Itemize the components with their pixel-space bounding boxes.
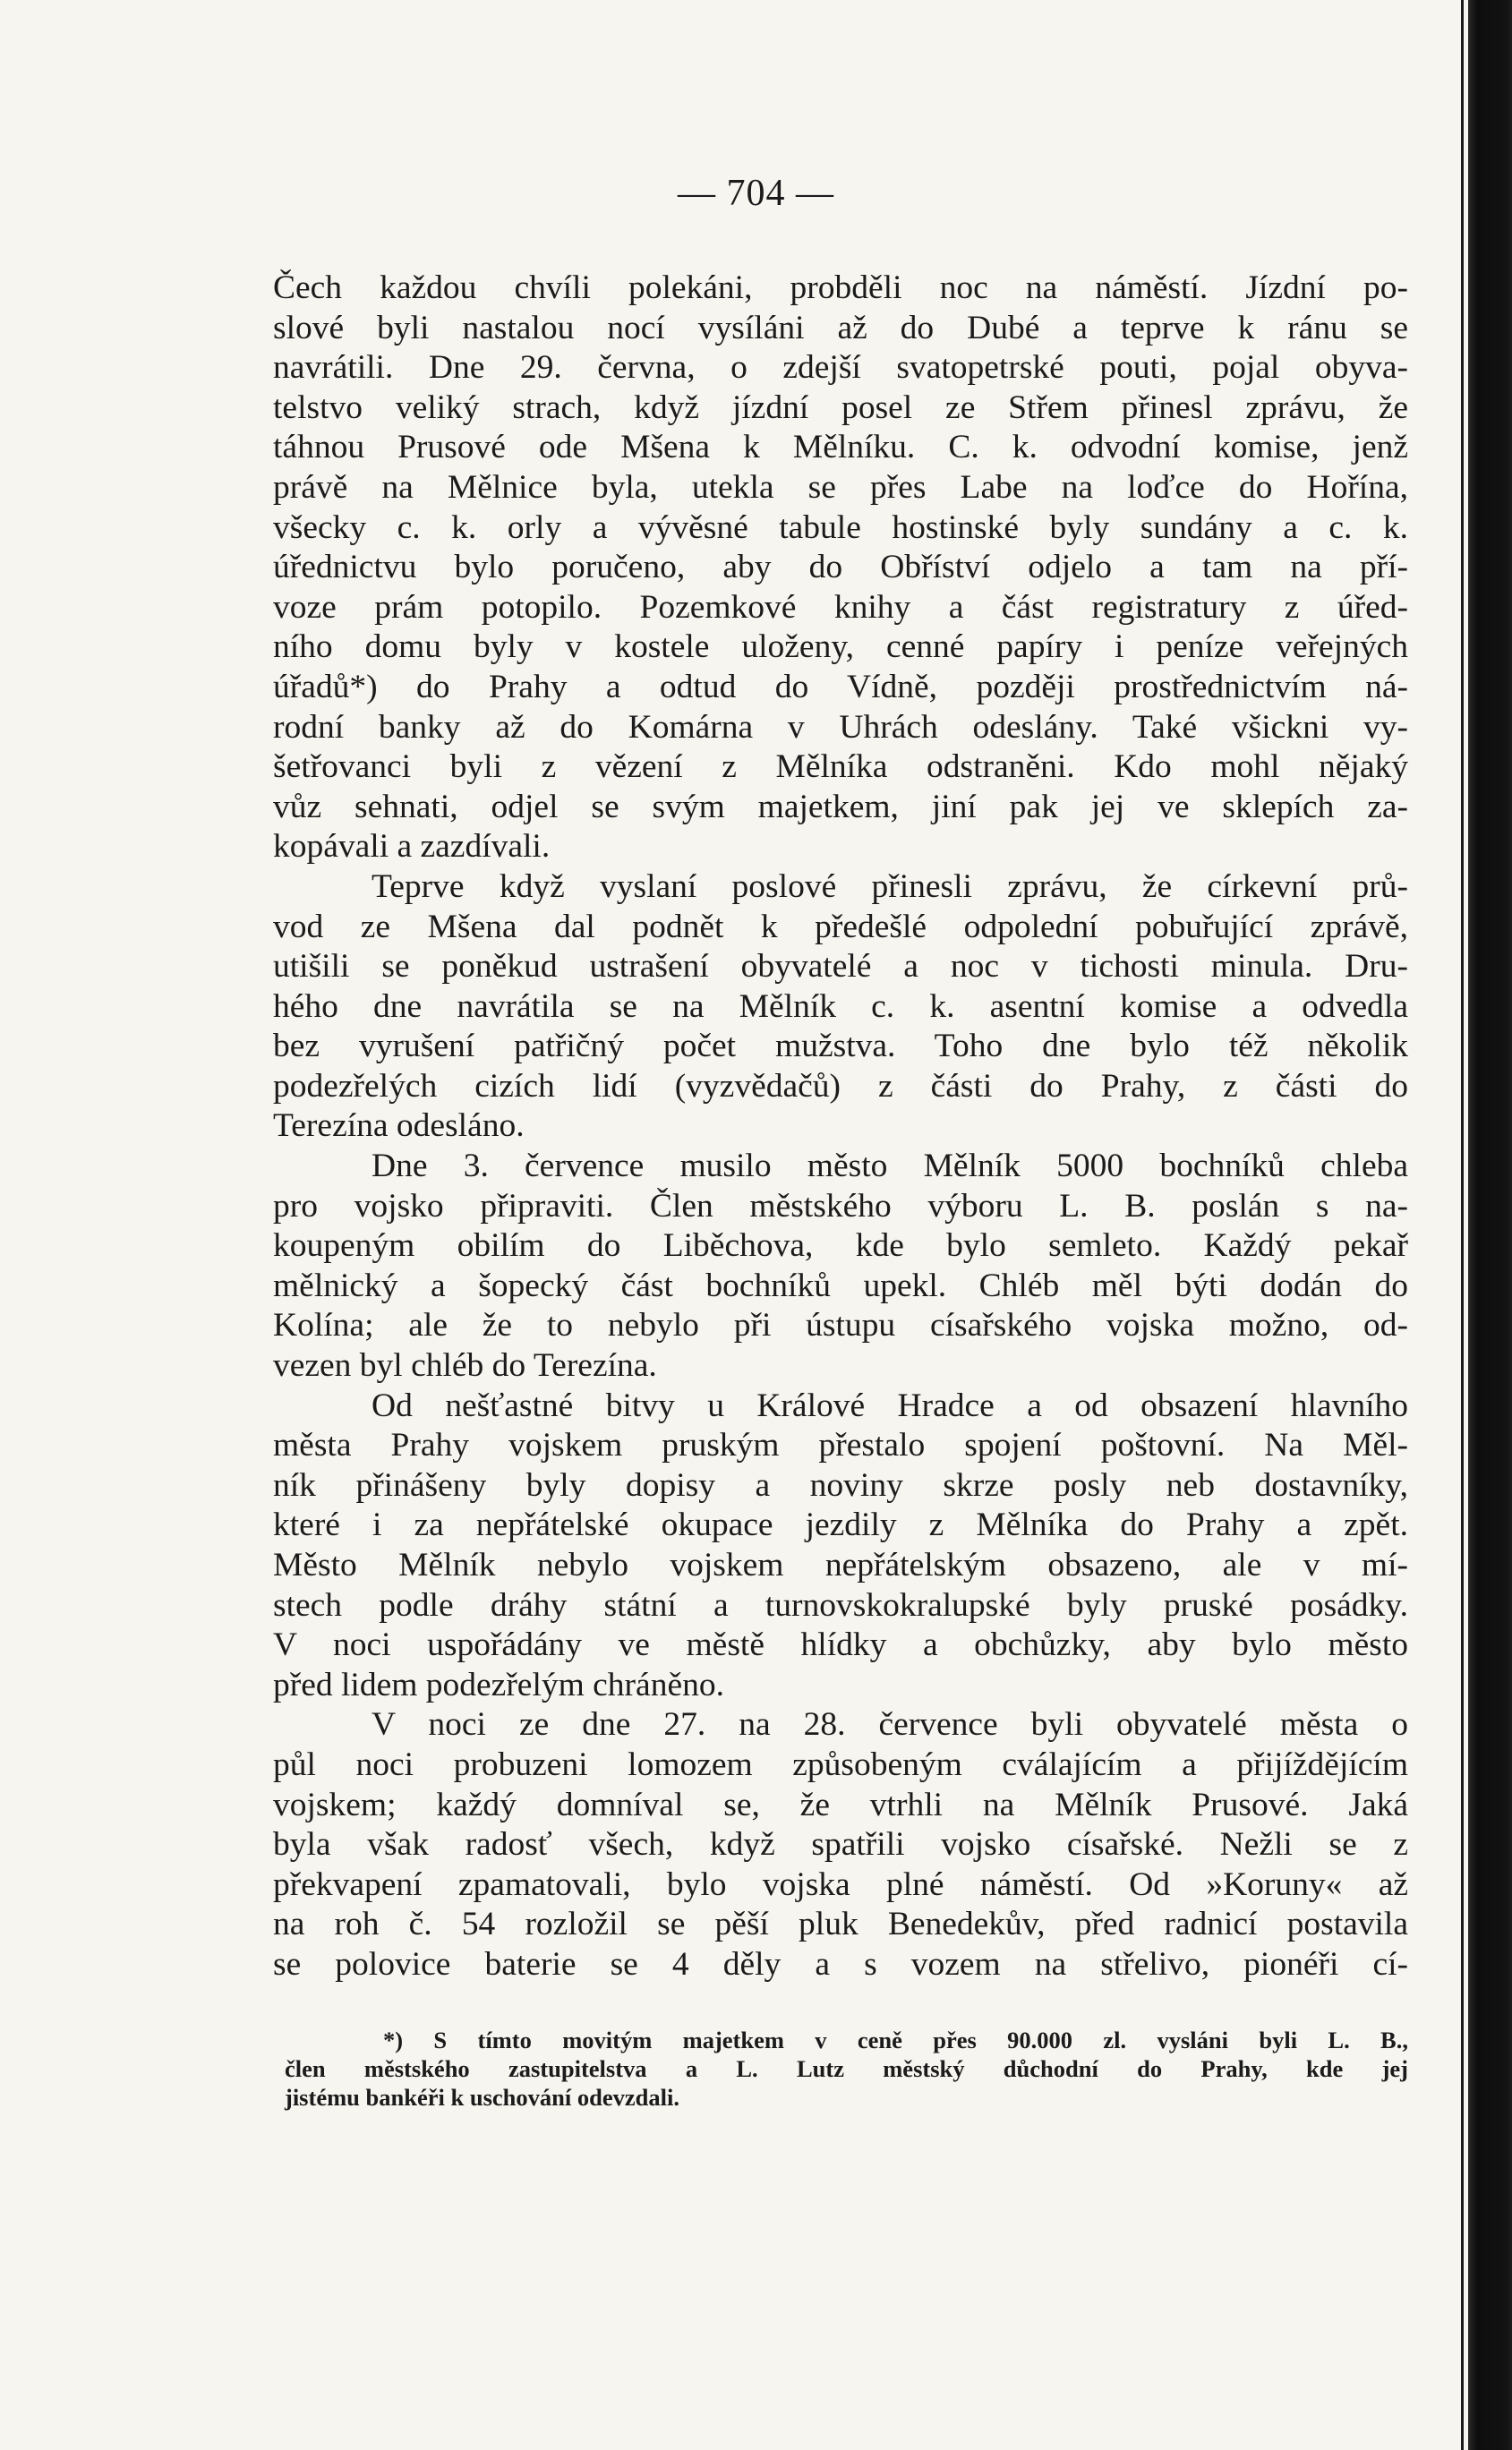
text-line: vojskem; každý domníval se, že vtrhli na Mělník Prusové. Jaká bbox=[273, 1786, 1408, 1823]
text-line: utišili se poněkud ustrašení obyvatelé a noc v tichosti minula. Dru- bbox=[273, 948, 1408, 986]
text-line: šetřovanci byli z vězení z Mělníka odstraněni. Kdo mohl nějaký bbox=[273, 748, 1408, 786]
text-line: ník přinášeny byly dopisy a noviny skrze posly neb dostavníky, bbox=[273, 1466, 1408, 1504]
text-line: podezřelých cizích lidí (vyzvědačů) z části do Prahy, z části do bbox=[273, 1067, 1408, 1105]
text-line: slové byli nastalou nocí vysíláni až do Dubé a teprve k ránu se bbox=[273, 309, 1408, 346]
text-line: hého dne navrátila se na Mělník c. k. asentní komise a odvedla bbox=[273, 987, 1408, 1025]
text-line: na roh č. 54 rozložil se pěší pluk Benedekův, před radnicí postavila bbox=[273, 1906, 1408, 1943]
text-line: půl noci probuzeni lomozem způsobeným cválajícím a přijíždějícím bbox=[273, 1746, 1408, 1783]
text-line: které i za nepřátelské okupace jezdily z Mělníka do Prahy a zpět. bbox=[273, 1507, 1408, 1544]
text-line: rodní banky až do Komárna v Uhrách odeslány. Také všickni vy- bbox=[273, 708, 1408, 746]
paragraph-1 bbox=[273, 269, 1408, 867]
text-line: Od nešťastné bitvy u Králové Hradce a od obsazení hlavního bbox=[372, 1387, 1408, 1424]
page-edge-line bbox=[1461, 0, 1464, 2450]
text-line: města Prahy vojskem pruským přestalo spojení poštovní. Na Měl- bbox=[273, 1427, 1408, 1464]
text-line: stech podle dráhy státní a turnovskokralupské byly pruské posádky. bbox=[273, 1586, 1408, 1624]
text-line: Terezína odesláno. bbox=[273, 1107, 525, 1145]
text-line: se polovice baterie se 4 děly a s vozem na střelivo, pionéři cí- bbox=[273, 1945, 1408, 1983]
text-line: koupeným obilím do Liběchova, kde bylo semleto. Každý pekař bbox=[273, 1227, 1408, 1265]
text-line: V noci uspořádány ve městě hlídky a obchůzky, aby bylo město bbox=[273, 1626, 1408, 1664]
text-line: pro vojsko připraviti. Člen městského výboru L. B. poslán s na- bbox=[273, 1187, 1408, 1225]
paragraph-3 bbox=[273, 1147, 1408, 1387]
text-line: před lidem podezřelým chráněno. bbox=[273, 1666, 724, 1703]
text-line: táhnou Prusové ode Mšena k Mělníku. C. k. odvodní komise, jenž bbox=[273, 429, 1408, 466]
text-line: Kolína; ale že to nebylo při ústupu císařského vojska možno, od- bbox=[273, 1307, 1408, 1345]
footnote-line: člen městského zastupitelstva a L. Lutz městský důchodní do Prahy, kde jej bbox=[285, 2055, 1408, 2082]
paragraph-2 bbox=[273, 867, 1408, 1147]
text-line: Čech každou chvíli polekáni, probděli noc na náměstí. Jízdní po- bbox=[273, 269, 1408, 306]
paragraph-5 bbox=[273, 1705, 1408, 1985]
text-line: telstvo veliký strach, když jízdní posel ze Střem přinesl zprávu, že bbox=[273, 388, 1408, 426]
text-line: kopávali a zazdívali. bbox=[273, 828, 551, 866]
main-text bbox=[273, 269, 1408, 1985]
footnote bbox=[285, 2026, 1408, 2112]
text-line: navrátili. Dne 29. června, o zdejší svatopetrské pouti, pojal obyva- bbox=[273, 349, 1408, 387]
text-line: úřadů*) do Prahy a odtud do Vídně, později prostřednictvím ná- bbox=[273, 668, 1408, 705]
footnote-line: *) S tímto movitým majetkem v ceně přes 90.000 zl. vysláni byli L. B., bbox=[383, 2027, 1408, 2053]
page-number: — 704 — bbox=[678, 173, 834, 214]
text-line: Teprve když vyslaní poslové přinesli zprávu, že církevní prů- bbox=[372, 867, 1408, 905]
text-line: právě na Mělnice byla, utekla se přes Labe na loďce do Hořína, bbox=[273, 468, 1408, 506]
text-line: V noci ze dne 27. na 28. července byli obyvatelé města o bbox=[372, 1706, 1408, 1744]
text-line: úřednictvu bylo poručeno, aby do Obříství odjelo a tam na pří- bbox=[273, 549, 1408, 586]
text-line: vezen byl chléb do Terezína. bbox=[273, 1347, 657, 1385]
text-line: překvapení zpamatovali, bylo vojska plné náměstí. Od »Koruny« až bbox=[273, 1865, 1408, 1903]
text-line: ního domu byly v kostele uloženy, cenné papíry i peníze veřejných bbox=[273, 628, 1408, 666]
scan-binding-edge bbox=[1468, 0, 1512, 2450]
text-line: všecky c. k. orly a vývěsné tabule hostinské byly sundány a c. k. bbox=[273, 508, 1408, 546]
text-line: byla však radosť všech, když spatřili vojsko císařské. Nežli se z bbox=[273, 1826, 1408, 1864]
footnote-line: jistému bankéři k uschování odevzdali. bbox=[285, 2084, 679, 2111]
paragraph-4 bbox=[273, 1387, 1408, 1706]
text-line: voze prám potopilo. Pozemkové knihy a část registratury z úřed- bbox=[273, 588, 1408, 626]
text-line: mělnický a šopecký část bochníků upekl. Chléb měl býti dodán do bbox=[273, 1267, 1408, 1304]
text-line: Dne 3. července musilo město Mělník 5000 bochníků chleba bbox=[372, 1148, 1408, 1185]
text-line: vůz sehnati, odjel se svým majetkem, jiní pak jej ve sklepích za- bbox=[273, 788, 1408, 825]
text-line: bez vyrušení patřičný počet mužstva. Toho dne bylo též několik bbox=[273, 1028, 1408, 1065]
text-line: Město Mělník nebylo vojskem nepřátelským obsazeno, ale v mí- bbox=[273, 1547, 1408, 1584]
text-line: vod ze Mšena dal podnět k předešlé odpolední pobuřující zprávě, bbox=[273, 908, 1408, 945]
